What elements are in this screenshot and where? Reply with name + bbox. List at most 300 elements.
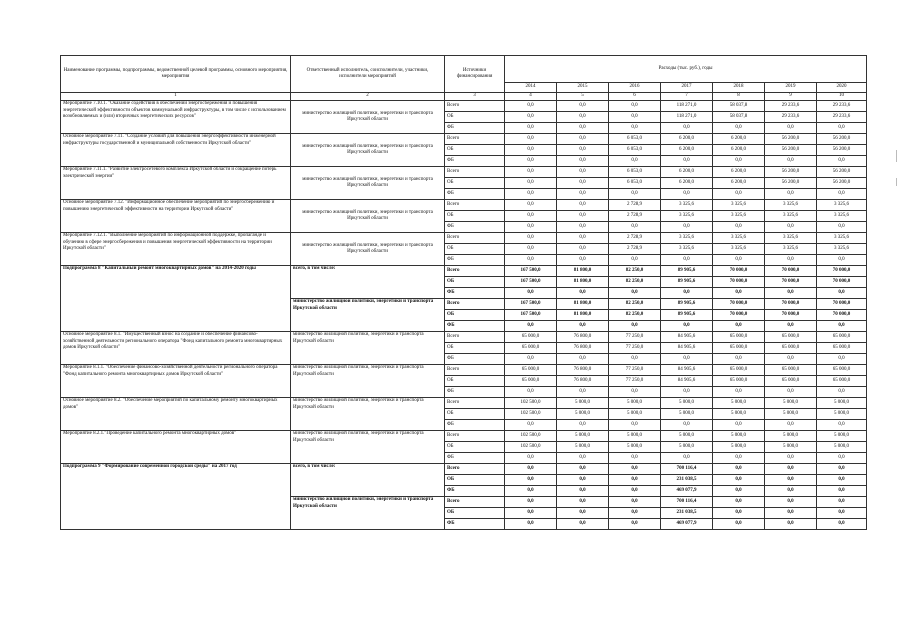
- amount-cell: 89 905,6: [661, 277, 713, 288]
- funding-source-cell: ОБ: [445, 409, 505, 420]
- column-number: 9: [765, 93, 817, 101]
- amount-cell: 3 325,6: [817, 211, 867, 222]
- funding-source-cell: ОБ: [445, 343, 505, 354]
- funding-source-cell: ФБ: [445, 486, 505, 497]
- amount-cell: 0,0: [817, 189, 867, 200]
- amount-cell: 0,0: [505, 244, 557, 255]
- amount-cell: 5 000,0: [557, 431, 609, 442]
- funding-source-cell: Всего: [445, 299, 505, 310]
- amount-cell: 0,0: [661, 255, 713, 266]
- amount-cell: 0,0: [557, 497, 609, 508]
- amount-cell: 5 000,0: [557, 442, 609, 453]
- amount-cell: 5 000,0: [765, 431, 817, 442]
- funding-source-cell: ОБ: [445, 475, 505, 486]
- amount-cell: 3 325,6: [661, 233, 713, 244]
- year-cell: 2016: [609, 82, 661, 92]
- amount-cell: 0,0: [713, 123, 765, 134]
- amount-cell: 65 000,0: [817, 332, 867, 343]
- amount-cell: 0,0: [505, 508, 557, 519]
- header-executor: Ответственный исполнитель, соисполнители, участники, исполнители мероприятий: [291, 56, 445, 93]
- amount-cell: 70 000,0: [817, 266, 867, 277]
- funding-source-cell: ОБ: [445, 211, 505, 222]
- amount-cell: 0,0: [505, 145, 557, 156]
- executor-cell: министерство жилищной политики, энергетики и транспорта Иркутской области: [291, 200, 445, 233]
- amount-cell: 0,0: [505, 420, 557, 431]
- amount-cell: 81 800,0: [557, 310, 609, 321]
- amount-cell: 0,0: [557, 387, 609, 398]
- amount-cell: 76 800,0: [557, 332, 609, 343]
- amount-cell: 5 000,0: [609, 431, 661, 442]
- amount-cell: 6 053,0: [609, 167, 661, 178]
- amount-cell: 0,0: [661, 387, 713, 398]
- amount-cell: 0,0: [557, 233, 609, 244]
- budget-table: [60, 55, 867, 530]
- amount-cell: 70 000,0: [713, 266, 765, 277]
- amount-cell: 3 325,6: [661, 211, 713, 222]
- subprogram-name: Подпрограмма 8 "Капитальный ремонт многоквартирных домов" на 2014-2020 годы: [61, 266, 291, 332]
- amount-cell: 0,0: [609, 222, 661, 233]
- amount-cell: 0,0: [609, 464, 661, 475]
- amount-cell: 56 200,0: [765, 167, 817, 178]
- amount-cell: 5 000,0: [817, 431, 867, 442]
- amount-cell: 84 905,6: [661, 376, 713, 387]
- amount-cell: 81 800,0: [557, 277, 609, 288]
- amount-cell: 65 000,0: [505, 376, 557, 387]
- funding-source-cell: ФБ: [445, 123, 505, 134]
- year-cell: 2017: [661, 82, 713, 92]
- scan-edge-mark: [896, 150, 897, 162]
- amount-cell: 3 325,6: [713, 244, 765, 255]
- amount-cell: 0,0: [765, 222, 817, 233]
- amount-cell: 81 800,0: [557, 299, 609, 310]
- amount-cell: 0,0: [817, 321, 867, 332]
- executor-cell: министерство жилищной политики, энергетики и транспорта Иркутской области: [291, 332, 445, 365]
- funding-source-cell: ФБ: [445, 255, 505, 266]
- amount-cell: 0,0: [505, 288, 557, 299]
- amount-cell: 0,0: [817, 288, 867, 299]
- amount-cell: 700 116,4: [661, 464, 713, 475]
- amount-cell: 0,0: [609, 387, 661, 398]
- program-item-name: Мероприятие 8.2.1."Проведение капитального ремонта многоквартирных домов": [61, 431, 291, 464]
- amount-cell: 29 233,6: [765, 101, 817, 112]
- amount-cell: 56 200,0: [817, 178, 867, 189]
- column-number: 8: [713, 93, 765, 101]
- funding-source-cell: Всего: [445, 101, 505, 112]
- amount-cell: 6 200,0: [713, 145, 765, 156]
- executor-cell: министерство жилищной политики, энергетики и транспорта Иркутской области: [291, 167, 445, 200]
- column-number: 10: [817, 93, 867, 101]
- amount-cell: 0,0: [765, 486, 817, 497]
- program-item-name: Основное мероприятие 8.2. "Обеспечение мероприятий по капитальному ремонту многоквартирных домов": [61, 398, 291, 431]
- amount-cell: 3 325,6: [817, 233, 867, 244]
- amount-cell: 0,0: [713, 453, 765, 464]
- funding-source-cell: ФБ: [445, 321, 505, 332]
- amount-cell: 6 200,0: [661, 178, 713, 189]
- amount-cell: 0,0: [713, 475, 765, 486]
- amount-cell: 0,0: [557, 464, 609, 475]
- amount-cell: 5 000,0: [609, 409, 661, 420]
- amount-cell: 65 000,0: [713, 332, 765, 343]
- amount-cell: 0,0: [557, 134, 609, 145]
- amount-cell: 77 250,0: [609, 343, 661, 354]
- amount-cell: 5 000,0: [609, 398, 661, 409]
- amount-cell: 5 000,0: [661, 431, 713, 442]
- executor-cell: министерство жилищной политики, энергетики и транспорта Иркутской области: [291, 497, 445, 530]
- amount-cell: 70 000,0: [765, 266, 817, 277]
- amount-cell: 70 000,0: [817, 310, 867, 321]
- column-number: 5: [557, 93, 609, 101]
- amount-cell: 5 000,0: [713, 398, 765, 409]
- amount-cell: 0,0: [557, 321, 609, 332]
- amount-cell: 0,0: [609, 112, 661, 123]
- amount-cell: 0,0: [557, 178, 609, 189]
- amount-cell: 56 200,0: [817, 145, 867, 156]
- funding-source-cell: ОБ: [445, 145, 505, 156]
- amount-cell: 5 000,0: [765, 398, 817, 409]
- amount-cell: 77 250,0: [609, 332, 661, 343]
- amount-cell: 0,0: [817, 519, 867, 530]
- amount-cell: 0,0: [765, 475, 817, 486]
- amount-cell: 65 000,0: [505, 332, 557, 343]
- amount-cell: 0,0: [765, 508, 817, 519]
- amount-cell: 70 000,0: [713, 277, 765, 288]
- subprogram-name: Подпрограмма 9 "Формирование современной городской среды" на 2017 год: [61, 464, 291, 530]
- amount-cell: 0,0: [817, 475, 867, 486]
- amount-cell: 5 000,0: [557, 409, 609, 420]
- amount-cell: 0,0: [505, 167, 557, 178]
- amount-cell: 0,0: [765, 123, 817, 134]
- amount-cell: 0,0: [765, 453, 817, 464]
- amount-cell: 65 000,0: [765, 332, 817, 343]
- amount-cell: 0,0: [557, 255, 609, 266]
- amount-cell: 3 325,6: [661, 200, 713, 211]
- amount-cell: 5 000,0: [661, 442, 713, 453]
- amount-cell: 0,0: [713, 255, 765, 266]
- amount-cell: 5 000,0: [609, 442, 661, 453]
- amount-cell: 56 200,0: [765, 178, 817, 189]
- year-cell: 2014: [505, 82, 557, 92]
- amount-cell: 70 000,0: [765, 299, 817, 310]
- amount-cell: 77 250,0: [609, 376, 661, 387]
- year-cell: 2018: [713, 82, 765, 92]
- header-source: Источники финансирования: [445, 56, 505, 93]
- amount-cell: 0,0: [609, 519, 661, 530]
- amount-cell: 65 000,0: [817, 343, 867, 354]
- amount-cell: 469 077,9: [661, 519, 713, 530]
- amount-cell: 0,0: [661, 453, 713, 464]
- amount-cell: 3 325,6: [817, 200, 867, 211]
- amount-cell: 231 038,5: [661, 475, 713, 486]
- amount-cell: 6 200,0: [661, 145, 713, 156]
- amount-cell: 0,0: [557, 486, 609, 497]
- amount-cell: 0,0: [713, 222, 765, 233]
- amount-cell: 6 053,0: [609, 134, 661, 145]
- executor-cell: всего, в том числе:: [291, 266, 445, 299]
- header-name: Наименование программы, подпрограммы, ведомственной целевой программы, основного мероприятия, мероприятия: [61, 56, 291, 93]
- amount-cell: 5 000,0: [765, 442, 817, 453]
- amount-cell: 0,0: [505, 255, 557, 266]
- amount-cell: 76 800,0: [557, 343, 609, 354]
- amount-cell: 0,0: [609, 156, 661, 167]
- funding-source-cell: ОБ: [445, 442, 505, 453]
- amount-cell: 0,0: [713, 497, 765, 508]
- amount-cell: 0,0: [661, 222, 713, 233]
- amount-cell: 65 000,0: [765, 376, 817, 387]
- amount-cell: 0,0: [609, 497, 661, 508]
- amount-cell: 0,0: [713, 420, 765, 431]
- amount-cell: 700 116,4: [661, 497, 713, 508]
- amount-cell: 0,0: [557, 123, 609, 134]
- funding-source-cell: Всего: [445, 398, 505, 409]
- amount-cell: 65 000,0: [817, 376, 867, 387]
- amount-cell: 0,0: [557, 420, 609, 431]
- amount-cell: 0,0: [505, 189, 557, 200]
- amount-cell: 0,0: [765, 387, 817, 398]
- amount-cell: 3 325,6: [765, 244, 817, 255]
- budget-table-page: [60, 55, 867, 530]
- funding-source-cell: ОБ: [445, 244, 505, 255]
- amount-cell: 3 325,6: [765, 233, 817, 244]
- executor-cell: министерство жилищной политики, энергетики и транспорта Иркутской области: [291, 365, 445, 398]
- amount-cell: 0,0: [661, 189, 713, 200]
- amount-cell: 469 077,9: [661, 486, 713, 497]
- amount-cell: 0,0: [765, 321, 817, 332]
- amount-cell: 0,0: [713, 387, 765, 398]
- amount-cell: 0,0: [765, 354, 817, 365]
- amount-cell: 65 000,0: [713, 343, 765, 354]
- executor-cell: министерство жилищной политики, энергетики и транспорта Иркутской области: [291, 299, 445, 332]
- amount-cell: 0,0: [557, 211, 609, 222]
- amount-cell: 0,0: [817, 464, 867, 475]
- amount-cell: 6 053,0: [609, 178, 661, 189]
- amount-cell: 56 200,0: [817, 167, 867, 178]
- amount-cell: 102 500,0: [505, 442, 557, 453]
- amount-cell: 0,0: [505, 178, 557, 189]
- amount-cell: 0,0: [505, 453, 557, 464]
- funding-source-cell: ФБ: [445, 519, 505, 530]
- amount-cell: 56 200,0: [765, 134, 817, 145]
- amount-cell: 0,0: [609, 321, 661, 332]
- year-cell: 2015: [557, 82, 609, 92]
- funding-source-cell: ОБ: [445, 112, 505, 123]
- amount-cell: 0,0: [557, 189, 609, 200]
- amount-cell: 0,0: [557, 112, 609, 123]
- amount-cell: 84 905,6: [661, 332, 713, 343]
- amount-cell: 65 000,0: [817, 365, 867, 376]
- amount-cell: 84 905,6: [661, 365, 713, 376]
- amount-cell: 0,0: [609, 354, 661, 365]
- funding-source-cell: Всего: [445, 134, 505, 145]
- column-number: 7: [661, 93, 713, 101]
- scan-edge-mark: [896, 178, 897, 186]
- program-item-name: Основное мероприятие 7.12. "Информационное обеспечение мероприятий по энергосбережению и повышению энергетической эффективности на территории Иркутской области": [61, 200, 291, 233]
- amount-cell: 3 325,6: [765, 200, 817, 211]
- amount-cell: 70 000,0: [817, 299, 867, 310]
- amount-cell: 0,0: [765, 255, 817, 266]
- amount-cell: 58 037,8: [713, 101, 765, 112]
- executor-cell: министерство жилищной политики, энергетики и транспорта Иркутской области: [291, 233, 445, 266]
- amount-cell: 0,0: [713, 508, 765, 519]
- amount-cell: 65 000,0: [505, 365, 557, 376]
- amount-cell: 29 233,6: [817, 112, 867, 123]
- amount-cell: 82 250,0: [609, 266, 661, 277]
- amount-cell: 0,0: [661, 288, 713, 299]
- amount-cell: 65 000,0: [505, 343, 557, 354]
- executor-cell: министерство жилищной политики, энергетики и транспорта Иркутской области: [291, 431, 445, 464]
- amount-cell: 0,0: [557, 101, 609, 112]
- amount-cell: 65 000,0: [713, 376, 765, 387]
- amount-cell: 0,0: [609, 101, 661, 112]
- amount-cell: 0,0: [609, 475, 661, 486]
- funding-source-cell: ФБ: [445, 288, 505, 299]
- amount-cell: 89 905,6: [661, 310, 713, 321]
- amount-cell: 0,0: [557, 288, 609, 299]
- amount-cell: 0,0: [557, 453, 609, 464]
- funding-source-cell: ОБ: [445, 277, 505, 288]
- program-item-name: Мероприятие 7.10.1. "Оказание содействия в обеспечении энергосбережения и повышения энергетической эффективности объектов коммунальной инфраструктуры, в том числе с использованием возобновляемых и (или) вторичных энергетических ресурсов": [61, 101, 291, 134]
- amount-cell: 5 000,0: [765, 409, 817, 420]
- funding-source-cell: Всего: [445, 332, 505, 343]
- amount-cell: 70 000,0: [765, 310, 817, 321]
- amount-cell: 0,0: [557, 167, 609, 178]
- amount-cell: 2 728,9: [609, 211, 661, 222]
- amount-cell: 3 325,6: [713, 200, 765, 211]
- funding-source-cell: ФБ: [445, 354, 505, 365]
- funding-source-cell: Всего: [445, 167, 505, 178]
- amount-cell: 0,0: [557, 519, 609, 530]
- amount-cell: 0,0: [505, 497, 557, 508]
- amount-cell: 5 000,0: [661, 398, 713, 409]
- year-cell: 2020: [817, 82, 867, 92]
- amount-cell: 5 000,0: [817, 398, 867, 409]
- amount-cell: 3 325,6: [661, 244, 713, 255]
- amount-cell: 0,0: [609, 123, 661, 134]
- funding-source-cell: Всего: [445, 200, 505, 211]
- amount-cell: 0,0: [817, 354, 867, 365]
- amount-cell: 167 500,0: [505, 299, 557, 310]
- amount-cell: 84 905,6: [661, 343, 713, 354]
- amount-cell: 102 500,0: [505, 431, 557, 442]
- amount-cell: 65 000,0: [765, 365, 817, 376]
- funding-source-cell: Всего: [445, 266, 505, 277]
- amount-cell: 2 728,9: [609, 244, 661, 255]
- amount-cell: 65 000,0: [713, 365, 765, 376]
- amount-cell: 0,0: [765, 464, 817, 475]
- amount-cell: 3 325,6: [817, 244, 867, 255]
- amount-cell: 0,0: [505, 123, 557, 134]
- funding-source-cell: Всего: [445, 464, 505, 475]
- amount-cell: 2 728,9: [609, 200, 661, 211]
- amount-cell: 0,0: [765, 189, 817, 200]
- amount-cell: 118 271,0: [661, 101, 713, 112]
- amount-cell: 5 000,0: [713, 431, 765, 442]
- amount-cell: 3 325,6: [713, 233, 765, 244]
- amount-cell: 0,0: [817, 486, 867, 497]
- amount-cell: 6 200,0: [713, 178, 765, 189]
- amount-cell: 0,0: [557, 354, 609, 365]
- executor-cell: всего, в том числе:: [291, 464, 445, 497]
- amount-cell: 81 800,0: [557, 266, 609, 277]
- amount-cell: 0,0: [557, 475, 609, 486]
- amount-cell: 0,0: [817, 387, 867, 398]
- amount-cell: 0,0: [505, 112, 557, 123]
- amount-cell: 0,0: [713, 321, 765, 332]
- amount-cell: 102 500,0: [505, 409, 557, 420]
- amount-cell: 0,0: [557, 244, 609, 255]
- amount-cell: 0,0: [505, 200, 557, 211]
- amount-cell: 56 200,0: [765, 145, 817, 156]
- amount-cell: 0,0: [505, 475, 557, 486]
- amount-cell: 0,0: [817, 123, 867, 134]
- program-item-name: Основное мероприятие 8.1. "Имущественный взнос на создание и обеспечение финансово-хозяйственной деятельности регионального оператора "Фонд капитального ремонта многоквартирных домов Иркутской области": [61, 332, 291, 365]
- amount-cell: 3 325,6: [713, 211, 765, 222]
- amount-cell: 0,0: [609, 508, 661, 519]
- amount-cell: 167 500,0: [505, 310, 557, 321]
- amount-cell: 0,0: [713, 486, 765, 497]
- amount-cell: 82 250,0: [609, 299, 661, 310]
- funding-source-cell: ФБ: [445, 222, 505, 233]
- executor-cell: министерство жилищной политики, энергетики и транспорта Иркутской области: [291, 101, 445, 134]
- amount-cell: 0,0: [661, 354, 713, 365]
- amount-cell: 0,0: [713, 464, 765, 475]
- program-item-name: Основное мероприятие 7.11. "Создание условий для повышения энергоэффективности инженерной инфраструктуры государственной и муниципальной собственности Иркутской области": [61, 134, 291, 167]
- amount-cell: 167 500,0: [505, 277, 557, 288]
- amount-cell: 76 800,0: [557, 365, 609, 376]
- column-number: 3: [445, 93, 505, 101]
- amount-cell: 0,0: [661, 321, 713, 332]
- executor-cell: министерство жилищной политики, энергетики и транспорта Иркутской области: [291, 398, 445, 431]
- amount-cell: 0,0: [505, 233, 557, 244]
- amount-cell: 0,0: [505, 354, 557, 365]
- amount-cell: 29 233,6: [765, 112, 817, 123]
- funding-source-cell: ОБ: [445, 310, 505, 321]
- amount-cell: 6 200,0: [713, 167, 765, 178]
- amount-cell: 0,0: [557, 222, 609, 233]
- amount-cell: 5 000,0: [557, 398, 609, 409]
- amount-cell: 65 000,0: [765, 343, 817, 354]
- amount-cell: 0,0: [505, 156, 557, 167]
- amount-cell: 0,0: [765, 288, 817, 299]
- amount-cell: 0,0: [817, 508, 867, 519]
- amount-cell: 0,0: [817, 453, 867, 464]
- funding-source-cell: ФБ: [445, 387, 505, 398]
- amount-cell: 5 000,0: [817, 409, 867, 420]
- amount-cell: 0,0: [609, 189, 661, 200]
- amount-cell: 0,0: [713, 519, 765, 530]
- amount-cell: 70 000,0: [817, 277, 867, 288]
- amount-cell: 0,0: [661, 420, 713, 431]
- funding-source-cell: ФБ: [445, 453, 505, 464]
- amount-cell: 0,0: [505, 321, 557, 332]
- amount-cell: 0,0: [505, 211, 557, 222]
- amount-cell: 2 728,9: [609, 233, 661, 244]
- amount-cell: 5 000,0: [713, 409, 765, 420]
- amount-cell: 0,0: [765, 156, 817, 167]
- funding-source-cell: ОБ: [445, 376, 505, 387]
- funding-source-cell: Всего: [445, 233, 505, 244]
- amount-cell: 0,0: [817, 420, 867, 431]
- amount-cell: 0,0: [713, 156, 765, 167]
- column-number: 1: [61, 93, 291, 101]
- amount-cell: 0,0: [505, 387, 557, 398]
- amount-cell: 0,0: [609, 453, 661, 464]
- amount-cell: 5 000,0: [817, 442, 867, 453]
- amount-cell: 0,0: [765, 420, 817, 431]
- amount-cell: 6 200,0: [713, 134, 765, 145]
- program-item-name: Мероприятие 8.1.1. "Обеспечение финансово-хозяйственной деятельности регионального оператора "Фонд капитального ремонта многоквартирных домов Иркутской области": [61, 365, 291, 398]
- funding-source-cell: ФБ: [445, 156, 505, 167]
- amount-cell: 0,0: [557, 145, 609, 156]
